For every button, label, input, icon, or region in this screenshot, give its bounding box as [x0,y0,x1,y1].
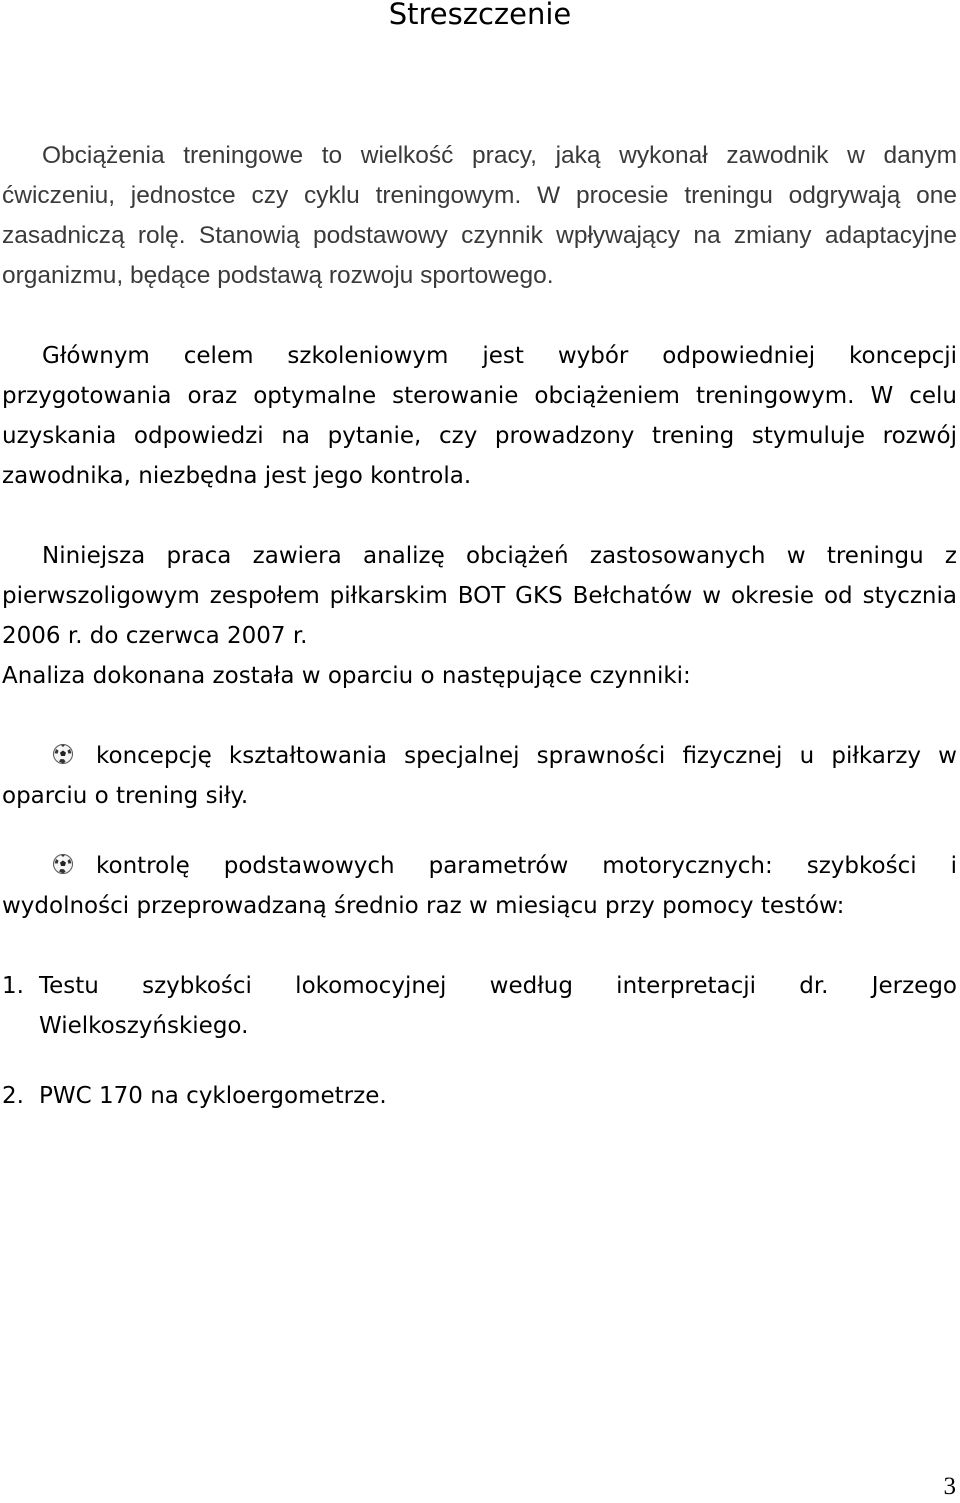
bullet-item [2,846,957,926]
numbered-item [2,966,957,1046]
item-number: 1. [2,973,24,999]
item-text: PWC 170 na cykloergometrze. [39,1083,387,1109]
bullet-text: kontrolę podstawowych parametrów motorycznych: szybkości i wydolności przeprowadzaną średnio raz w miesiącu przy pomocy testów: [2,853,957,919]
bullet-item [2,736,957,816]
soccer-ball-icon [52,743,74,765]
soccer-ball-icon [52,853,74,875]
paragraph-1: Obciążenia treningowe to wielkość pracy, jaką wykonał zawodnik w danym ćwiczeniu, jednostce czy cyklu treningowym. W procesie treningu odgrywają one zasadniczą rolę. Stanowią podstawowy czynnik wpływający na zmiany adaptacyjne organizmu, będące podstawą rozwoju sportowego. [2,142,957,289]
item-text: Testu szybkości lokomocyjnej według interpretacji dr. Jerzego Wielkoszyńskiego. [39,973,957,1039]
bullet-text: koncepcję kształtowania specjalnej sprawności fizycznej u piłkarzy w oparciu o trening siły. [2,743,957,809]
page-title: Streszczenie [388,0,572,31]
paragraph-2: Głównym celem szkoleniowym jest wybór odpowiedniej koncepcji przygotowania oraz optymalne sterowanie obciążeniem treningowym. W celu uzyskania odpowiedzi na pytanie, czy prowadzony trening stymuluje rozwój zawodnika, niezbędna jest jego kontrola. [2,343,957,489]
numbered-item [2,1076,957,1116]
paragraph-3: Niniejsza praca zawiera analizę obciążeń zastosowanych w treningu z pierwszoligowym zespołem piłkarskim BOT GKS Bełchatów w okresie od stycznia 2006 r. do czerwca 2007 r. [2,543,957,649]
page-number: 3 [943,1473,956,1500]
item-number: 2. [2,1083,24,1109]
analysis-intro: Analiza dokonana została w oparciu o następujące czynniki: [2,663,691,689]
